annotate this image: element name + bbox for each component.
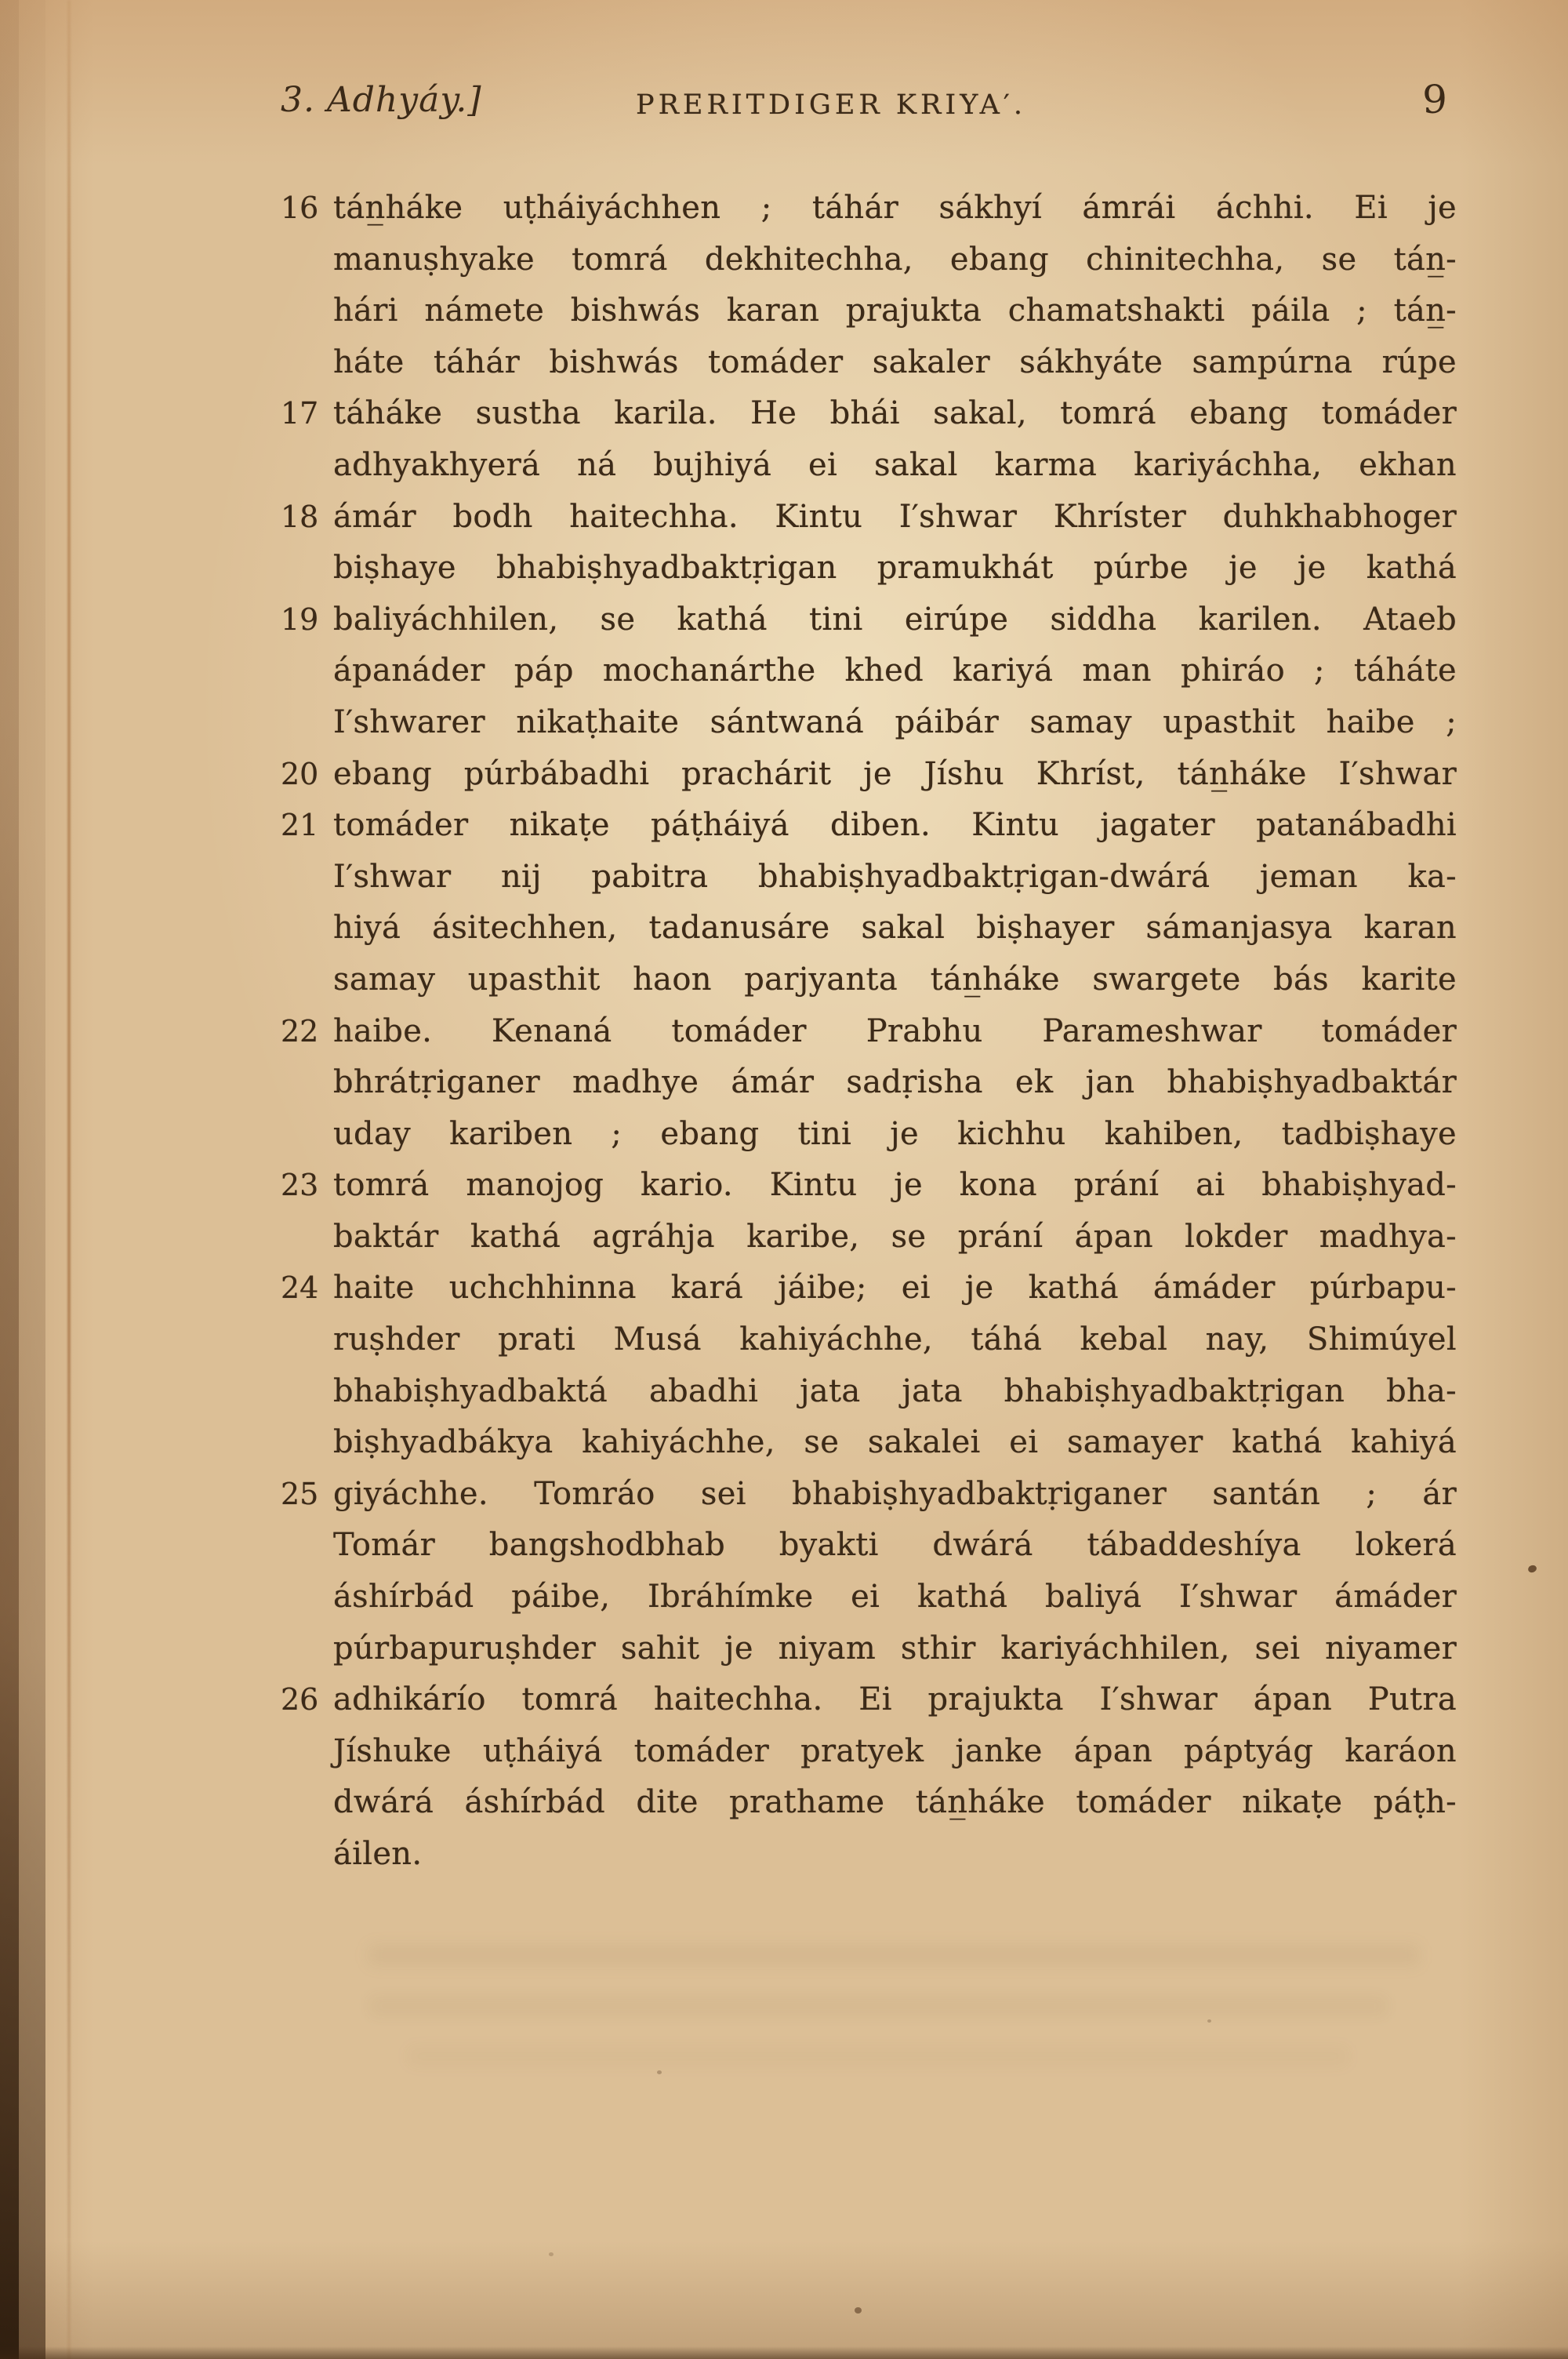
text-line [333, 954, 1457, 1006]
text-line [333, 1314, 1457, 1366]
paper-speck [855, 2307, 862, 2314]
text-line-content: bhabiṣhyadbaktá abadhi jata jata bhabiṣhyadbaktṛigan bha- [333, 1372, 1457, 1409]
verse-number: 18 [281, 499, 319, 534]
text-line-content: tomáder nikaṭe páṭháiyá diben. Kintu jagater patanábadhi [333, 807, 1457, 844]
text-line [333, 1520, 1457, 1572]
show-through-text [368, 1996, 1388, 2016]
text-line-content: háte táhár bishwás tomáder sakaler sákhyáte sampúrna rúpe [333, 343, 1457, 380]
running-head-title: PRERITDIGER KRIYA′. [636, 89, 1026, 121]
verse-number: 21 [281, 808, 319, 843]
text-line-content: áshírbád páibe, Ibráhímke ei kathá baliyá I′shwar ámáder [333, 1579, 1457, 1616]
text-line [333, 1366, 1457, 1418]
text-line [333, 903, 1457, 954]
text-line-content: ápanáder páp mochanárthe khed kariyá man phiráo ; táháte [333, 652, 1457, 689]
page-edge-shadow [0, 0, 19, 2359]
text-line-content: I′shwar nij pabitra bhabiṣhyadbaktṛigan-dwárá jeman ka- [333, 858, 1457, 895]
verse-number: 26 [281, 1682, 319, 1717]
running-head-chapter: 3. Adhyáy.] [281, 80, 482, 120]
text-line-content: biṣhyadbákya kahiyáchhe, se sakalei ei samayer kathá kahiyá [333, 1424, 1457, 1461]
text-line [333, 1572, 1457, 1623]
verse-number: 19 [281, 602, 319, 637]
text-line-content: táháke sustha karila. He bhái sakal, tomrá ebang tomáder [333, 395, 1457, 432]
text-line [281, 1674, 1457, 1726]
text-line [281, 1263, 1457, 1314]
paper-speck [1207, 2019, 1211, 2023]
verse-number: 24 [281, 1270, 319, 1306]
text-line-content: púrbapuruṣhder sahit je niyam sthir kariyáchhilen, sei niyamer [333, 1630, 1457, 1667]
text-line [333, 1829, 1457, 1881]
page-bottom-edge-shadow [0, 2346, 1568, 2359]
text-line-content: bhrátṛiganer madhye ámár sadṛisha ek jan bhabiṣhyadbaktár [333, 1064, 1457, 1101]
text-line-content: baktár kathá agráhja karibe, se prání ápan lokder madhya- [333, 1218, 1457, 1255]
text-line-content: adhyakhyerá ná bujhiyá ei sakal karma kariyáchha, ekhan [333, 446, 1457, 483]
page-crease-line [67, 0, 71, 2359]
text-line-content: manuṣhyake tomrá dekhitechha, ebang chinitechha, se tán̲- [333, 241, 1457, 278]
page-number: 9 [1422, 77, 1447, 122]
text-line-content: haite uchchhinna kará jáibe; ei je kathá ámáder púrbapu- [333, 1270, 1457, 1307]
text-line-content: adhikárío tomrá haitechha. Ei prajukta I′shwar ápan Putra [333, 1681, 1457, 1718]
verse-number: 25 [281, 1476, 319, 1511]
text-line [281, 388, 1457, 440]
text-line-content: ebang púrbábadhi prachárit je Jíshu Khríst, tán̲háke I′shwar [333, 755, 1457, 792]
text-line-content: ámár bodh haitechha. Kintu I′shwar Khríster duhkhabhoger [333, 498, 1457, 535]
text-line [281, 749, 1457, 801]
verse-number: 22 [281, 1013, 319, 1049]
text-line-content: ruṣhder prati Musá kahiyáchhe, táhá kebal nay, Shimúyel [333, 1321, 1457, 1358]
text-line [333, 285, 1457, 337]
text-line-content: Jíshuke uṭháiyá tomáder pratyek janke ápan páptyág karáon [333, 1732, 1457, 1769]
text-line-content: baliyáchhilen, se kathá tini eirúpe siddha karilen. Ataeb [333, 601, 1457, 638]
text-line [333, 440, 1457, 492]
text-line [333, 1777, 1457, 1829]
text-line-content: giyáchhe. Tomráo sei bhabiṣhyadbaktṛiganer santán ; ár [333, 1475, 1457, 1512]
text-line [333, 337, 1457, 389]
text-line-content: tomrá manojog kario. Kintu je kona prání ai bhabiṣhyad- [333, 1167, 1457, 1204]
text-line [333, 1057, 1457, 1109]
text-line [281, 800, 1457, 852]
text-line [333, 543, 1457, 594]
text-line-content: samay upasthit haon parjyanta tán̲háke swargete bás karite [333, 961, 1457, 998]
text-line [333, 645, 1457, 697]
text-line-content: haibe. Kenaná tomáder Prabhu Parameshwar tomáder [333, 1012, 1457, 1049]
text-line-content: Tomár bangshodbhab byakti dwárá tábaddeshíya lokerá [333, 1527, 1457, 1564]
paper-speck [549, 2252, 554, 2256]
show-through-text [368, 1945, 1419, 1965]
body-text-block [281, 183, 1457, 1881]
verse-number: 17 [281, 396, 319, 431]
text-line-content: I′shwarer nikaṭhaite sántwaná páibár samay upasthit haibe ; [333, 703, 1457, 740]
text-line [333, 234, 1457, 286]
text-line-content: uday kariben ; ebang tini je kichhu kahiben, tadbiṣhaye [333, 1115, 1457, 1152]
text-line [333, 1212, 1457, 1263]
text-line [333, 1109, 1457, 1161]
text-line-content: biṣhaye bhabiṣhyadbaktṛigan pramukhát púrbe je je kathá [333, 550, 1457, 587]
text-line [281, 492, 1457, 543]
text-line-content: hiyá ásitechhen, tadanusáre sakal biṣhayer sámanjasya karan [333, 910, 1457, 947]
text-line [333, 1623, 1457, 1675]
text-line [281, 594, 1457, 646]
text-line-content: tán̲háke uṭháiyáchhen ; táhár sákhyí ámrái áchhi. Ei je [333, 190, 1457, 226]
text-line [333, 852, 1457, 903]
verse-number: 20 [281, 756, 319, 791]
text-line-content: dwárá áshírbád dite prathame tán̲háke tomáder nikaṭe páṭh- [333, 1784, 1457, 1821]
text-line [281, 1469, 1457, 1521]
text-line [281, 1160, 1457, 1212]
verse-number: 16 [281, 191, 319, 225]
text-line-content: áilen. [333, 1836, 423, 1872]
text-line [333, 1726, 1457, 1778]
paper-speck [657, 2070, 662, 2074]
show-through-text [408, 2047, 1348, 2066]
text-line-content: hári námete bishwás karan prajukta chamatshakti páila ; tán̲- [333, 293, 1457, 329]
paper-speck [1527, 1564, 1537, 1573]
text-line [333, 1417, 1457, 1469]
verse-number: 23 [281, 1168, 319, 1203]
text-line [281, 183, 1457, 234]
text-line [281, 1006, 1457, 1058]
text-line [333, 697, 1457, 749]
